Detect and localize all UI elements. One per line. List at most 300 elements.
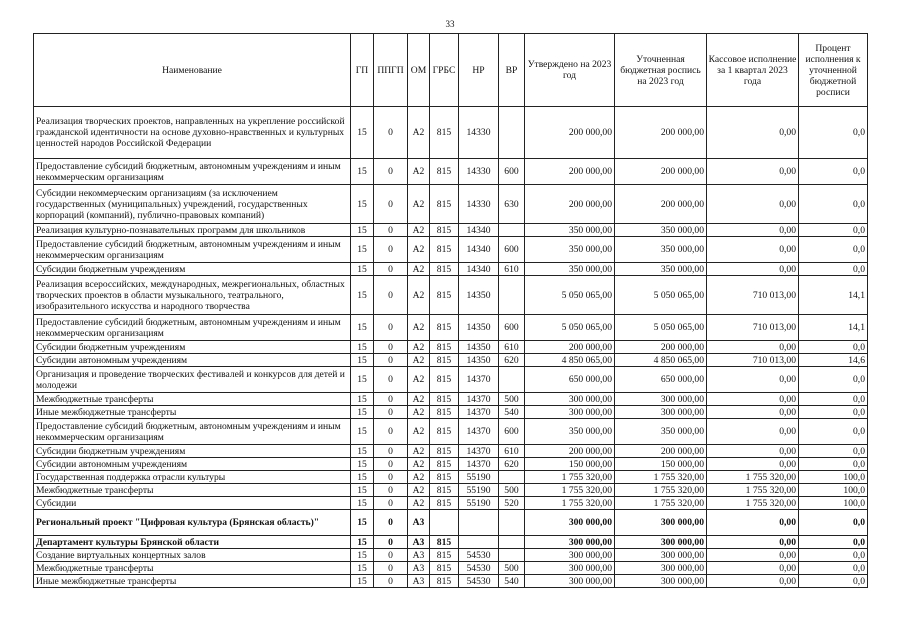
refined-cell: 350 000,00: [615, 419, 707, 445]
percent-cell: 0,0: [799, 562, 868, 575]
refined-cell: 300 000,00: [615, 510, 707, 536]
refined-cell: 350 000,00: [615, 263, 707, 276]
percent-cell: 0,0: [799, 107, 868, 159]
ppgp-cell: 0: [374, 419, 408, 445]
page-number: 33: [445, 19, 455, 29]
cash-cell: 0,00: [707, 185, 799, 224]
np-cell: 14370: [459, 367, 499, 393]
refined-cell: 200 000,00: [615, 159, 707, 185]
name-cell: Субсидии: [34, 497, 351, 510]
np-cell: 55190: [459, 497, 499, 510]
ppgp-cell: 0: [374, 185, 408, 224]
name-cell: Департамент культуры Брянской области: [34, 536, 351, 549]
grbs-cell: 815: [430, 263, 459, 276]
name-cell: Создание виртуальных концертных залов: [34, 549, 351, 562]
ppgp-cell: 0: [374, 315, 408, 341]
approved-cell: 300 000,00: [525, 406, 615, 419]
cash-cell: 710 013,00: [707, 315, 799, 341]
np-cell: 14330: [459, 185, 499, 224]
cash-cell: 0,00: [707, 393, 799, 406]
name-cell: Субсидии автономным учреждениям: [34, 354, 351, 367]
grbs-cell: 815: [430, 159, 459, 185]
gp-cell: 15: [351, 497, 374, 510]
ppgp-cell: 0: [374, 458, 408, 471]
om-cell: А2: [408, 458, 430, 471]
grbs-cell: 815: [430, 536, 459, 549]
ppgp-cell: 0: [374, 367, 408, 393]
cash-cell: 0,00: [707, 458, 799, 471]
om-cell: А2: [408, 393, 430, 406]
gp-cell: 15: [351, 341, 374, 354]
cash-cell: 0,00: [707, 263, 799, 276]
np-cell: 14370: [459, 419, 499, 445]
gp-cell: 15: [351, 107, 374, 159]
table-row: [34, 224, 868, 237]
refined-cell: 200 000,00: [615, 341, 707, 354]
cash-cell: 0,00: [707, 562, 799, 575]
name-cell: Субсидии бюджетным учреждениям: [34, 445, 351, 458]
percent-cell: 0,0: [799, 224, 868, 237]
name-cell: Иные межбюджетные трансферты: [34, 575, 351, 588]
approved-cell: 350 000,00: [525, 224, 615, 237]
grbs-cell: 815: [430, 419, 459, 445]
gp-cell: 15: [351, 445, 374, 458]
name-cell: Предоставление субсидий бюджетным, автономным учреждениям и иным некоммерческим организациям: [34, 237, 351, 263]
refined-cell: 1 755 320,00: [615, 471, 707, 484]
ppgp-cell: 0: [374, 575, 408, 588]
gp-cell: 15: [351, 536, 374, 549]
vr-cell: 630: [499, 185, 525, 224]
grbs-cell: 815: [430, 276, 459, 315]
ppgp-cell: 0: [374, 471, 408, 484]
table-row: [34, 484, 868, 497]
cash-cell: 0,00: [707, 341, 799, 354]
np-cell: 14370: [459, 393, 499, 406]
np-cell: 14350: [459, 354, 499, 367]
percent-cell: 100,0: [799, 484, 868, 497]
gp-cell: 15: [351, 510, 374, 536]
vr-cell: 620: [499, 458, 525, 471]
om-cell: А2: [408, 471, 430, 484]
percent-cell: 0,0: [799, 510, 868, 536]
vr-cell: 610: [499, 341, 525, 354]
name-cell: Реализация творческих проектов, направленных на укрепление российской гражданской идентичности на основе духовно-нравственных и культурных ценностей народов Российской Федерации: [34, 107, 351, 159]
np-cell: 14370: [459, 458, 499, 471]
grbs-cell: 815: [430, 393, 459, 406]
gp-cell: 15: [351, 354, 374, 367]
grbs-cell: 815: [430, 484, 459, 497]
cash-cell: 0,00: [707, 406, 799, 419]
cash-cell: 0,00: [707, 367, 799, 393]
om-cell: А2: [408, 419, 430, 445]
ppgp-cell: 0: [374, 263, 408, 276]
cash-cell: 0,00: [707, 510, 799, 536]
approved-cell: 150 000,00: [525, 458, 615, 471]
vr-cell: 500: [499, 484, 525, 497]
header-percent: Процент исполнения к уточненной бюджетной росписи: [799, 34, 868, 107]
om-cell: А2: [408, 224, 430, 237]
np-cell: 14340: [459, 237, 499, 263]
approved-cell: 300 000,00: [525, 562, 615, 575]
grbs-cell: 815: [430, 471, 459, 484]
grbs-cell: 815: [430, 107, 459, 159]
cash-cell: 0,00: [707, 237, 799, 263]
percent-cell: 0,0: [799, 393, 868, 406]
vr-cell: 600: [499, 159, 525, 185]
percent-cell: 0,0: [799, 549, 868, 562]
approved-cell: 200 000,00: [525, 159, 615, 185]
approved-cell: 5 050 065,00: [525, 315, 615, 341]
approved-cell: 350 000,00: [525, 419, 615, 445]
table-row: [34, 419, 868, 445]
ppgp-cell: 0: [374, 549, 408, 562]
percent-cell: 0,0: [799, 159, 868, 185]
refined-cell: 200 000,00: [615, 185, 707, 224]
approved-cell: 300 000,00: [525, 575, 615, 588]
budget-execution-table: [33, 33, 868, 588]
approved-cell: 200 000,00: [525, 185, 615, 224]
percent-cell: 0,0: [799, 536, 868, 549]
header-om: ОМ: [408, 34, 430, 107]
cash-cell: 0,00: [707, 224, 799, 237]
percent-cell: 0,0: [799, 367, 868, 393]
table-row: [34, 237, 868, 263]
percent-cell: 14,1: [799, 315, 868, 341]
name-cell: Субсидии бюджетным учреждениям: [34, 263, 351, 276]
name-cell: Межбюджетные трансферты: [34, 484, 351, 497]
cash-cell: 710 013,00: [707, 276, 799, 315]
vr-cell: 500: [499, 562, 525, 575]
header-gp: ГП: [351, 34, 374, 107]
vr-cell: 540: [499, 406, 525, 419]
refined-cell: 300 000,00: [615, 549, 707, 562]
om-cell: А2: [408, 497, 430, 510]
name-cell: Субсидии автономным учреждениям: [34, 458, 351, 471]
refined-cell: 300 000,00: [615, 406, 707, 419]
grbs-cell: 815: [430, 406, 459, 419]
np-cell: 14350: [459, 341, 499, 354]
vr-cell: [499, 549, 525, 562]
cash-cell: 1 755 320,00: [707, 471, 799, 484]
ppgp-cell: 0: [374, 497, 408, 510]
refined-cell: 150 000,00: [615, 458, 707, 471]
ppgp-cell: 0: [374, 237, 408, 263]
om-cell: А2: [408, 185, 430, 224]
cash-cell: 0,00: [707, 159, 799, 185]
refined-cell: 300 000,00: [615, 536, 707, 549]
percent-cell: 0,0: [799, 263, 868, 276]
table-row: [34, 393, 868, 406]
grbs-cell: 815: [430, 354, 459, 367]
np-cell: 14370: [459, 445, 499, 458]
gp-cell: 15: [351, 237, 374, 263]
grbs-cell: 815: [430, 185, 459, 224]
gp-cell: 15: [351, 315, 374, 341]
grbs-cell: 815: [430, 458, 459, 471]
grbs-cell: 815: [430, 562, 459, 575]
gp-cell: 15: [351, 224, 374, 237]
refined-cell: 300 000,00: [615, 575, 707, 588]
om-cell: А3: [408, 549, 430, 562]
grbs-cell: 815: [430, 341, 459, 354]
gp-cell: 15: [351, 484, 374, 497]
grbs-cell: 815: [430, 575, 459, 588]
approved-cell: 300 000,00: [525, 549, 615, 562]
grbs-cell: 815: [430, 367, 459, 393]
vr-cell: 520: [499, 497, 525, 510]
om-cell: А2: [408, 406, 430, 419]
gp-cell: 15: [351, 562, 374, 575]
refined-cell: 200 000,00: [615, 107, 707, 159]
approved-cell: 300 000,00: [525, 510, 615, 536]
gp-cell: 15: [351, 471, 374, 484]
grbs-cell: 815: [430, 549, 459, 562]
approved-cell: 300 000,00: [525, 536, 615, 549]
np-cell: 55190: [459, 484, 499, 497]
table-row: [34, 445, 868, 458]
name-cell: Межбюджетные трансферты: [34, 562, 351, 575]
table-row: [34, 510, 868, 536]
name-cell: Предоставление субсидий бюджетным, автономным учреждениям и иным некоммерческим организациям: [34, 315, 351, 341]
np-cell: 14370: [459, 406, 499, 419]
vr-cell: [499, 107, 525, 159]
approved-cell: 5 050 065,00: [525, 276, 615, 315]
np-cell: 14330: [459, 159, 499, 185]
gp-cell: 15: [351, 406, 374, 419]
ppgp-cell: 0: [374, 406, 408, 419]
gp-cell: 15: [351, 185, 374, 224]
header-cash: Кассовое исполнение за 1 квартал 2023 года: [707, 34, 799, 107]
om-cell: А2: [408, 341, 430, 354]
om-cell: А3: [408, 575, 430, 588]
table-row: [34, 549, 868, 562]
table-row: [34, 315, 868, 341]
om-cell: А2: [408, 237, 430, 263]
om-cell: А2: [408, 484, 430, 497]
np-cell: 14330: [459, 107, 499, 159]
np-cell: 54530: [459, 562, 499, 575]
header-vr: ВР: [499, 34, 525, 107]
refined-cell: 5 050 065,00: [615, 315, 707, 341]
name-cell: Организация и проведение творческих фестивалей и конкурсов для детей и молодежи: [34, 367, 351, 393]
cash-cell: 0,00: [707, 575, 799, 588]
om-cell: А2: [408, 276, 430, 315]
table-row: [34, 562, 868, 575]
np-cell: 54530: [459, 575, 499, 588]
name-cell: Межбюджетные трансферты: [34, 393, 351, 406]
np-cell: [459, 510, 499, 536]
table-row: [34, 185, 868, 224]
percent-cell: 0,0: [799, 458, 868, 471]
om-cell: А3: [408, 562, 430, 575]
grbs-cell: [430, 510, 459, 536]
ppgp-cell: 0: [374, 562, 408, 575]
ppgp-cell: 0: [374, 445, 408, 458]
om-cell: А2: [408, 445, 430, 458]
ppgp-cell: 0: [374, 224, 408, 237]
table-row: [34, 406, 868, 419]
table-row: [34, 536, 868, 549]
gp-cell: 15: [351, 263, 374, 276]
ppgp-cell: 0: [374, 510, 408, 536]
header-np: НР: [459, 34, 499, 107]
cash-cell: 0,00: [707, 536, 799, 549]
percent-cell: 0,0: [799, 185, 868, 224]
table-header-row: [34, 34, 868, 107]
percent-cell: 0,0: [799, 406, 868, 419]
np-cell: 14340: [459, 263, 499, 276]
cash-cell: 0,00: [707, 445, 799, 458]
approved-cell: 1 755 320,00: [525, 497, 615, 510]
table-row: [34, 367, 868, 393]
table-row: [34, 497, 868, 510]
ppgp-cell: 0: [374, 276, 408, 315]
refined-cell: 1 755 320,00: [615, 484, 707, 497]
vr-cell: 610: [499, 445, 525, 458]
header-ppgp: ППГП: [374, 34, 408, 107]
vr-cell: [499, 536, 525, 549]
name-cell: Реализация культурно-познавательных программ для школьников: [34, 224, 351, 237]
table-row: [34, 263, 868, 276]
refined-cell: 650 000,00: [615, 367, 707, 393]
vr-cell: 600: [499, 237, 525, 263]
refined-cell: 350 000,00: [615, 237, 707, 263]
vr-cell: [499, 510, 525, 536]
cash-cell: 1 755 320,00: [707, 497, 799, 510]
percent-cell: 0,0: [799, 341, 868, 354]
table-body: [34, 107, 868, 588]
table-row: [34, 458, 868, 471]
cash-cell: 0,00: [707, 419, 799, 445]
vr-cell: 500: [499, 393, 525, 406]
cash-cell: 710 013,00: [707, 354, 799, 367]
refined-cell: 5 050 065,00: [615, 276, 707, 315]
gp-cell: 15: [351, 159, 374, 185]
name-cell: Предоставление субсидий бюджетным, автономным учреждениям и иным некоммерческим организациям: [34, 159, 351, 185]
table-row: [34, 575, 868, 588]
name-cell: Региональный проект "Цифровая культура (Брянская область)": [34, 510, 351, 536]
percent-cell: 0,0: [799, 237, 868, 263]
header-approved: Утверждено на 2023 год: [525, 34, 615, 107]
gp-cell: 15: [351, 575, 374, 588]
vr-cell: [499, 224, 525, 237]
om-cell: А2: [408, 107, 430, 159]
ppgp-cell: 0: [374, 159, 408, 185]
om-cell: А2: [408, 263, 430, 276]
refined-cell: 300 000,00: [615, 393, 707, 406]
om-cell: А2: [408, 367, 430, 393]
np-cell: 14350: [459, 315, 499, 341]
vr-cell: 540: [499, 575, 525, 588]
ppgp-cell: 0: [374, 536, 408, 549]
percent-cell: 14,1: [799, 276, 868, 315]
vr-cell: [499, 471, 525, 484]
np-cell: 14350: [459, 276, 499, 315]
ppgp-cell: 0: [374, 484, 408, 497]
percent-cell: 0,0: [799, 445, 868, 458]
ppgp-cell: 0: [374, 393, 408, 406]
ppgp-cell: 0: [374, 354, 408, 367]
gp-cell: 15: [351, 419, 374, 445]
percent-cell: 100,0: [799, 497, 868, 510]
ppgp-cell: 0: [374, 107, 408, 159]
approved-cell: 650 000,00: [525, 367, 615, 393]
gp-cell: 15: [351, 393, 374, 406]
approved-cell: 300 000,00: [525, 393, 615, 406]
grbs-cell: 815: [430, 445, 459, 458]
table-row: [34, 107, 868, 159]
percent-cell: 100,0: [799, 471, 868, 484]
np-cell: 14340: [459, 224, 499, 237]
gp-cell: 15: [351, 458, 374, 471]
name-cell: Реализация всероссийских, международных, межрегиональных, областных творческих проектов в области музыкального, театрального, изобразительного искусства и народного творчества: [34, 276, 351, 315]
np-cell: 54530: [459, 549, 499, 562]
vr-cell: 610: [499, 263, 525, 276]
grbs-cell: 815: [430, 224, 459, 237]
approved-cell: 200 000,00: [525, 107, 615, 159]
gp-cell: 15: [351, 367, 374, 393]
name-cell: Иные межбюджетные трансферты: [34, 406, 351, 419]
gp-cell: 15: [351, 549, 374, 562]
grbs-cell: 815: [430, 315, 459, 341]
approved-cell: 350 000,00: [525, 263, 615, 276]
approved-cell: 4 850 065,00: [525, 354, 615, 367]
name-cell: Субсидии некоммерческим организациям (за исключением государственных (муниципальных) учреждений, государственных корпораций (компаний), публично-правовых компаний): [34, 185, 351, 224]
percent-cell: 0,0: [799, 575, 868, 588]
om-cell: А2: [408, 354, 430, 367]
cash-cell: 1 755 320,00: [707, 484, 799, 497]
refined-cell: 4 850 065,00: [615, 354, 707, 367]
header-refined: Уточненная бюджетная роспись на 2023 год: [615, 34, 707, 107]
header-name: Наименование: [34, 34, 351, 107]
gp-cell: 15: [351, 276, 374, 315]
table-row: [34, 159, 868, 185]
approved-cell: 200 000,00: [525, 341, 615, 354]
om-cell: А2: [408, 315, 430, 341]
vr-cell: [499, 276, 525, 315]
grbs-cell: 815: [430, 497, 459, 510]
approved-cell: 200 000,00: [525, 445, 615, 458]
np-cell: 55190: [459, 471, 499, 484]
vr-cell: 600: [499, 419, 525, 445]
om-cell: А2: [408, 159, 430, 185]
approved-cell: 1 755 320,00: [525, 471, 615, 484]
percent-cell: 14,6: [799, 354, 868, 367]
name-cell: Субсидии бюджетным учреждениям: [34, 341, 351, 354]
cash-cell: 0,00: [707, 107, 799, 159]
om-cell: А3: [408, 536, 430, 549]
approved-cell: 350 000,00: [525, 237, 615, 263]
np-cell: [459, 536, 499, 549]
name-cell: Государственная поддержка отрасли культуры: [34, 471, 351, 484]
cash-cell: 0,00: [707, 549, 799, 562]
vr-cell: 620: [499, 354, 525, 367]
table-row: [34, 341, 868, 354]
percent-cell: 0,0: [799, 419, 868, 445]
approved-cell: 1 755 320,00: [525, 484, 615, 497]
refined-cell: 300 000,00: [615, 562, 707, 575]
grbs-cell: 815: [430, 237, 459, 263]
refined-cell: 200 000,00: [615, 445, 707, 458]
refined-cell: 1 755 320,00: [615, 497, 707, 510]
header-grbs: ГРБС: [430, 34, 459, 107]
ppgp-cell: 0: [374, 341, 408, 354]
table-row: [34, 471, 868, 484]
table-row: [34, 354, 868, 367]
vr-cell: 600: [499, 315, 525, 341]
om-cell: А3: [408, 510, 430, 536]
refined-cell: 350 000,00: [615, 224, 707, 237]
